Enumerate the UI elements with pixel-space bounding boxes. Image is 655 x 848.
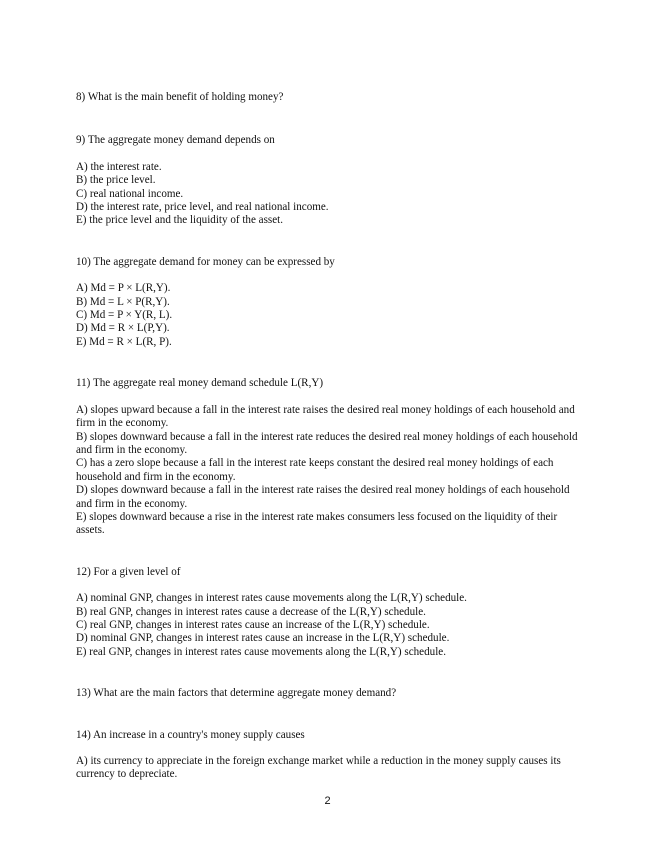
question-9-option-e: E) the price level and the liquidity of the asset. [76,214,284,227]
question-14-options [76,755,586,782]
question-14-option-a: A) its currency to appreciate in the foreign exchange market while a reduction in the money supply causes its currency to depreciate. [76,755,561,781]
question-12-option-e: E) real GNP, changes in interest rates cause movements along the L(R,Y) schedule. [76,645,446,658]
question-12-option-b: B) real GNP, changes in interest rates cause a decrease of the L(R,Y) schedule. [76,605,426,618]
question-list [76,91,586,782]
question-11-option-e: E) slopes downward because a rise in the interest rate makes consumers less focused on the liquidity of their assets. [76,510,558,537]
question-14-stem: 14) An increase in a country's money supply causes [76,728,305,741]
question-9-option-b: B) the price level. [76,174,156,187]
question-9-option-a: A) the interest rate. [76,160,162,173]
question-12-option-c: C) real GNP, changes in interest rates cause an increase of the L(R,Y) schedule. [76,618,430,631]
question-10-stem: 10) The aggregate demand for money can be expressed by [76,255,335,268]
question-11-option-c: C) has a zero slope because a fall in the interest rate keeps constant the desired real money holdings of each household and firm in the economy. [76,457,554,483]
question-10-option-a: A) Md = P × L(R,Y). [76,282,171,295]
question-8-stem: 8) What is the main benefit of holding money? [76,91,284,103]
question-10-option-e: E) Md = R × L(R, P). [76,335,172,348]
question-11-option-d: D) slopes downward because a fall in the interest rate raises the desired real money holdings of each household and firm in the economy. [76,484,570,510]
question-9-option-d: D) the interest rate, price level, and real national income. [76,201,329,214]
question-12-stem: 12) For a given level of [76,565,181,578]
question-12-option-a: A) nominal GNP, changes in interest rates cause movements along the L(R,Y) schedule. [76,592,467,605]
question-12-options [76,592,586,659]
question-10-option-c: C) Md = P × Y(R, L). [76,309,173,322]
question-11-option-a: A) slopes upward because a fall in the interest rate raises the desired real money holdings of each household and firm in the economy. [76,403,575,430]
question-9-stem: 9) The aggregate money demand depends on [76,134,275,147]
page-number: 2 [324,795,331,807]
question-11-option-b: B) slopes downward because a fall in the interest rate reduces the desired real money holdings of each household and firm in the economy. [76,430,578,456]
question-10-option-d: D) Md = R × L(P,Y). [76,322,170,335]
question-10-option-b: B) Md = L × P(R,Y). [76,295,170,308]
question-13-stem: 13) What are the main factors that determine aggregate money demand? [76,687,397,700]
question-11-options [76,404,586,538]
question-9-option-c: C) real national income. [76,187,184,200]
question-11-stem: 11) The aggregate real money demand schedule L(R,Y) [76,377,324,390]
question-10-options [76,282,586,349]
question-9-options [76,161,586,228]
question-12-option-d: D) nominal GNP, changes in interest rates cause an increase in the L(R,Y) schedule. [76,632,450,645]
